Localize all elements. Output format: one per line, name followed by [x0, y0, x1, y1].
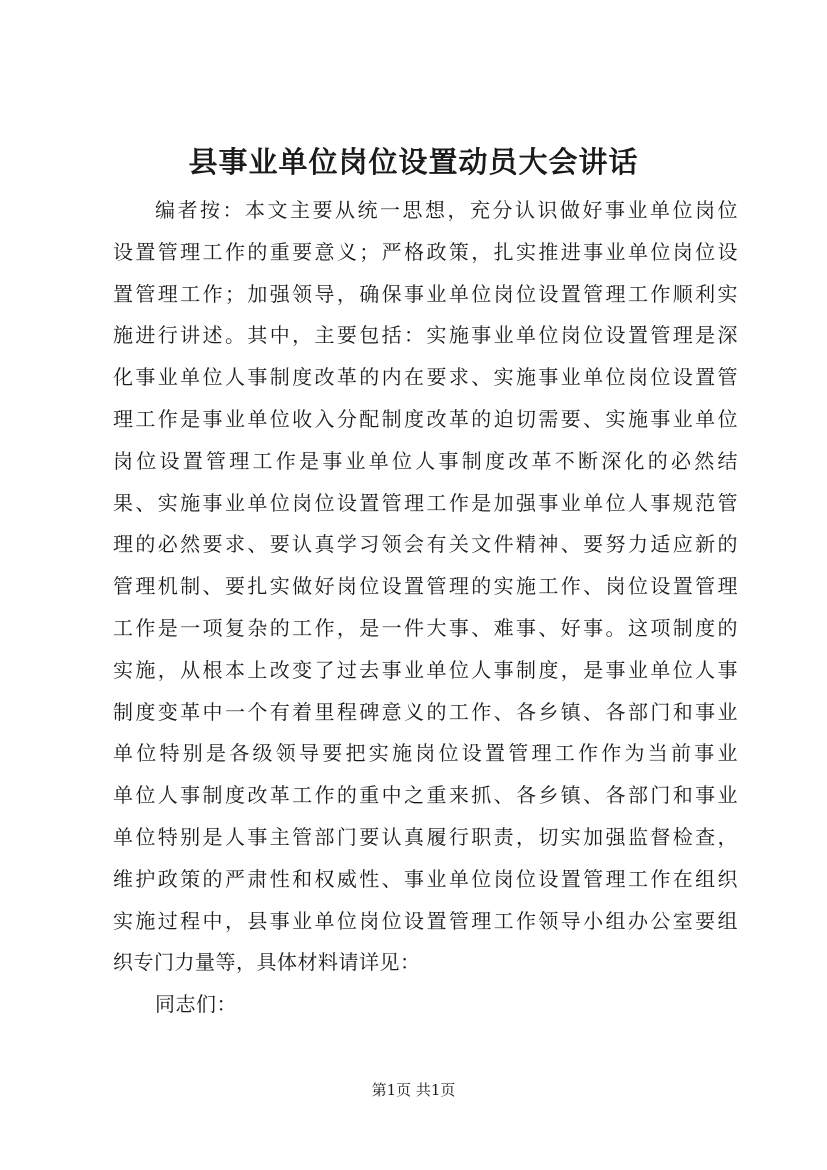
text-line: 维护政策的严肃性和权威性、事业单位岗位设置管理工作在组织 [113, 866, 738, 891]
text-line: 管理机制、要扎实做好岗位设置管理的实施工作、岗位设置管理 [113, 574, 738, 599]
text-line: 岗位设置管理工作是事业单位人事制度改革不断深化的必然结 [113, 448, 738, 473]
greeting-line: 同志们： [155, 992, 237, 1017]
text-line: 实施过程中，县事业单位岗位设置管理工作领导小组办公室要组 [113, 908, 738, 933]
paragraph-editor-note [113, 190, 738, 984]
text-line: 理工作是事业单位收入分配制度改革的迫切需要、实施事业单位 [113, 406, 738, 431]
text-line: 施进行讲述。其中，主要包括：实施事业单位岗位设置管理是深 [113, 323, 738, 348]
text-line: 实施，从根本上改变了过去事业单位人事制度，是事业单位人事 [113, 657, 738, 682]
text-line: 单位人事制度改革工作的重中之重来抓、各乡镇、各部门和事业 [113, 783, 738, 808]
text-line: 单位特别是人事主管部门要认真履行职责，切实加强监督检查， [113, 824, 738, 849]
document-body [113, 190, 738, 1026]
text-line: 单位特别是各级领导要把实施岗位设置管理工作作为当前事业 [113, 741, 738, 766]
text-line: 果、实施事业单位岗位设置管理工作是加强事业单位人事规范管 [113, 490, 738, 515]
text-line: 理的必然要求、要认真学习领会有关文件精神、要努力适应新的 [113, 532, 738, 557]
text-line: 制度变革中一个有着里程碑意义的工作、各乡镇、各部门和事业 [113, 699, 738, 724]
text-line: 设置管理工作的重要意义；严格政策，扎实推进事业单位岗位设 [113, 239, 738, 264]
text-line: 置管理工作；加强领导，确保事业单位岗位设置管理工作顺利实 [113, 281, 738, 306]
text-line: 织专门力量等，具体材料请详见： [113, 950, 421, 975]
page-footer: 第1页 共1页 [371, 1081, 456, 1099]
text-line: 工作是一项复杂的工作，是一件大事、难事、好事。这项制度的 [113, 615, 738, 640]
paragraph-greeting [113, 984, 738, 1026]
text-line: 化事业单位人事制度改革的内在要求、实施事业单位岗位设置管 [113, 365, 738, 390]
document-title: 县事业单位岗位设置动员大会讲话 [188, 145, 639, 179]
text-line: 编者按：本文主要从统一思想，充分认识做好事业单位岗位 [155, 198, 738, 222]
